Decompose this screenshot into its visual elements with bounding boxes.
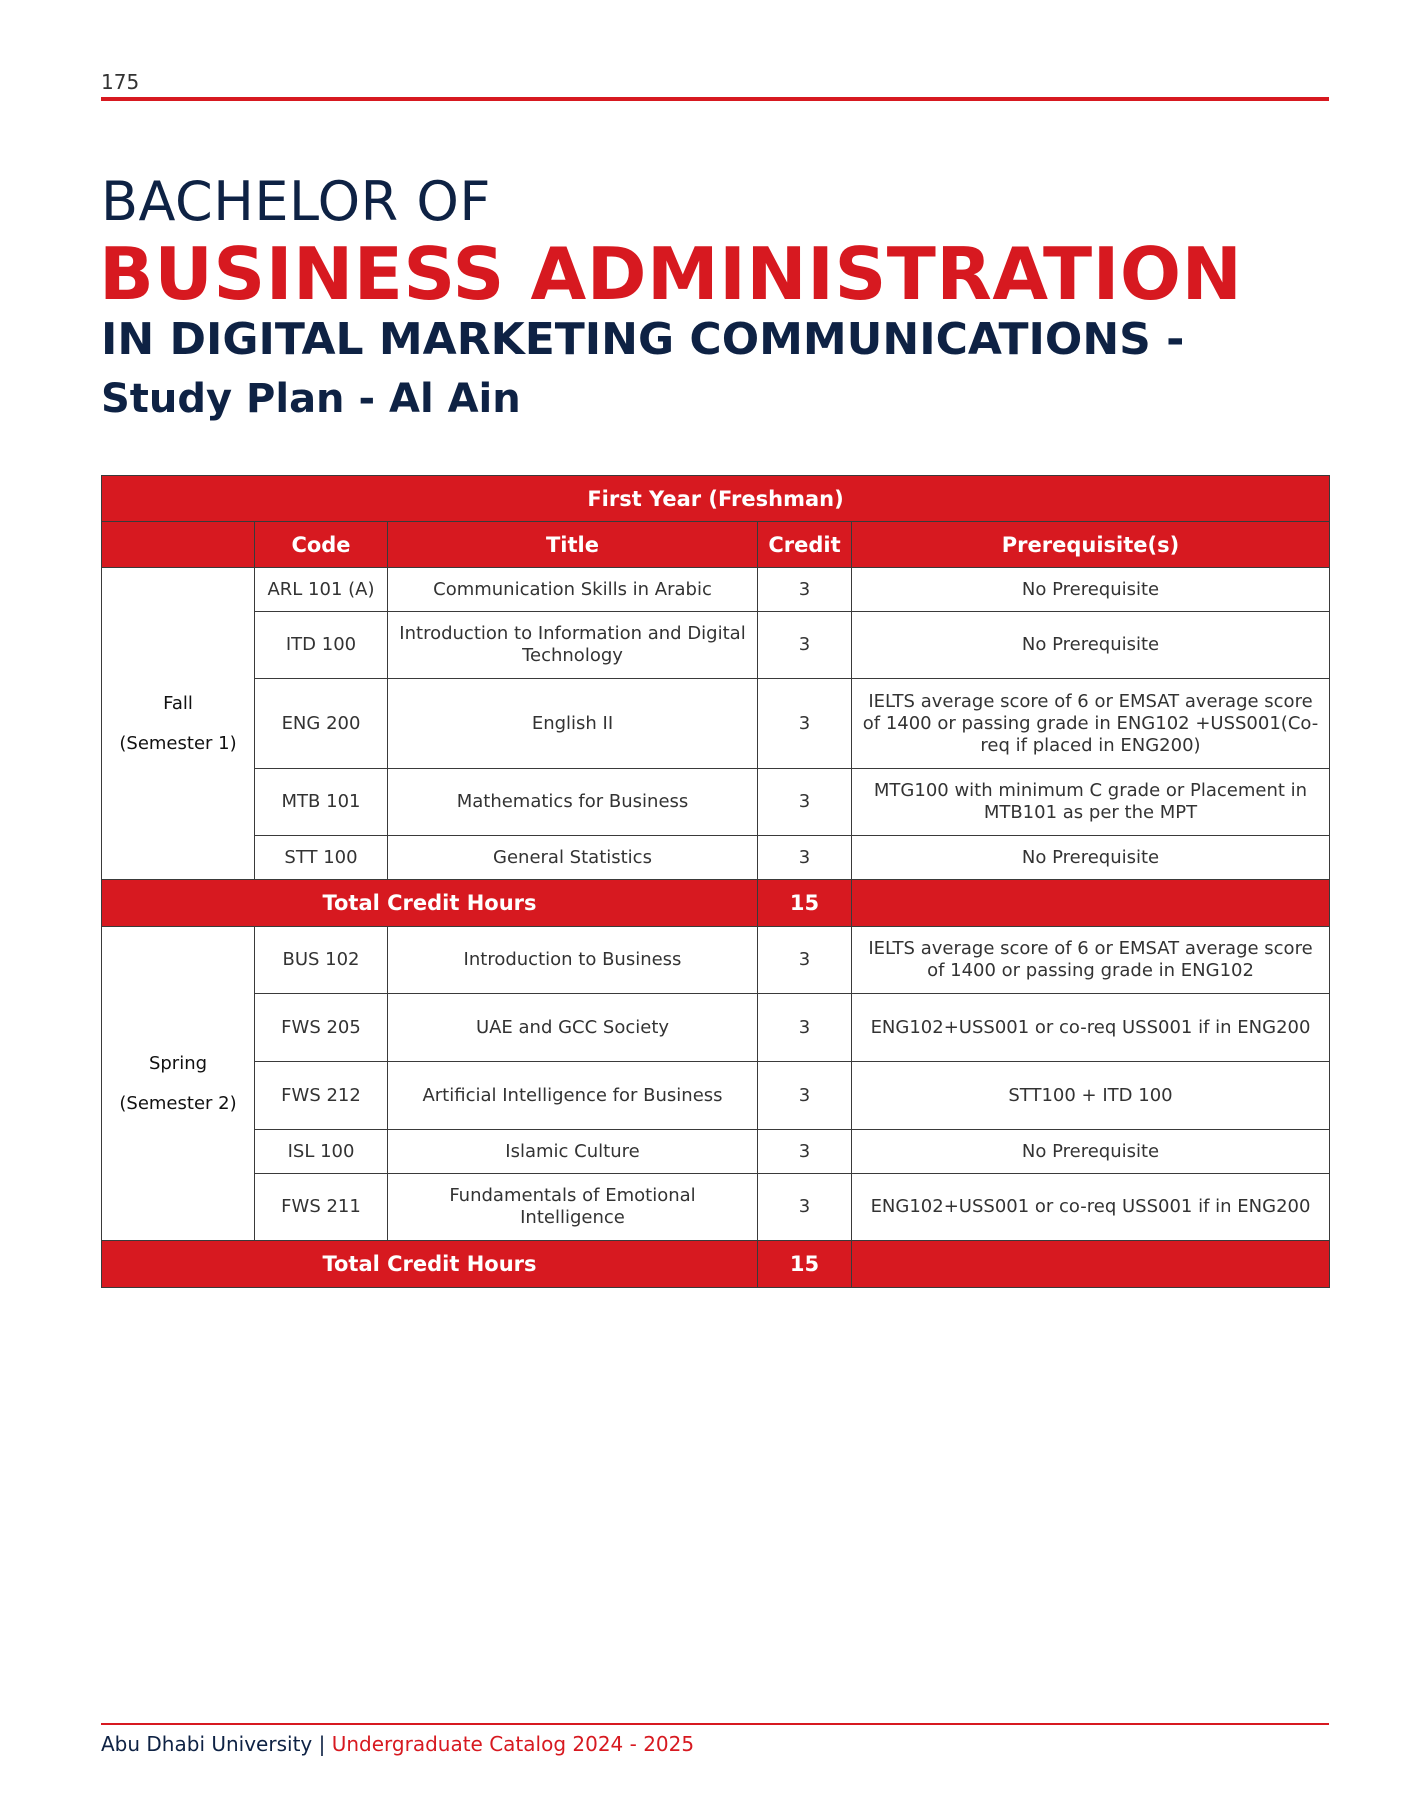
course-title: Artificial Intelligence for Business bbox=[388, 1062, 758, 1130]
header-semester bbox=[102, 522, 255, 568]
course-credit: 3 bbox=[758, 679, 852, 769]
title-line-3: IN DIGITAL MARKETING COMMUNICATIONS - bbox=[101, 314, 1185, 365]
total-blank bbox=[852, 1241, 1330, 1288]
semester-name: Fall bbox=[163, 692, 193, 714]
course-row bbox=[102, 927, 1330, 994]
course-credit: 3 bbox=[758, 927, 852, 994]
course-prerequisite: IELTS average score of 6 or EMSAT average score of 1400 or passing grade in ENG102 +USS001(Co-req if placed in ENG200) bbox=[852, 679, 1330, 769]
header-code: Code bbox=[255, 522, 388, 568]
course-code: BUS 102 bbox=[255, 927, 388, 994]
course-prerequisite: IELTS average score of 6 or EMSAT average score of 1400 or passing grade in ENG102 bbox=[852, 927, 1330, 994]
total-row bbox=[102, 1241, 1330, 1288]
course-credit: 3 bbox=[758, 836, 852, 880]
course-title: UAE and GCC Society bbox=[388, 994, 758, 1062]
semester-label bbox=[102, 927, 255, 1241]
course-credit: 3 bbox=[758, 612, 852, 679]
course-prerequisite: No Prerequisite bbox=[852, 612, 1330, 679]
course-credit: 3 bbox=[758, 1062, 852, 1130]
course-row bbox=[102, 679, 1330, 769]
course-credit: 3 bbox=[758, 1130, 852, 1174]
semester-number: (Semester 2) bbox=[119, 1092, 237, 1114]
study-plan-table bbox=[101, 475, 1330, 1288]
year-title: First Year (Freshman) bbox=[102, 476, 1330, 522]
course-code: ITD 100 bbox=[255, 612, 388, 679]
course-prerequisite: MTG100 with minimum C grade or Placement in MTB101 as per the MPT bbox=[852, 769, 1330, 836]
header-prerequisites: Prerequisite(s) bbox=[852, 522, 1330, 568]
course-title: Fundamentals of Emotional Intelligence bbox=[388, 1174, 758, 1241]
title-line-1: BACHELOR OF bbox=[101, 170, 491, 233]
course-title: Communication Skills in Arabic bbox=[388, 568, 758, 612]
course-title: Islamic Culture bbox=[388, 1130, 758, 1174]
title-line-4: Study Plan - Al Ain bbox=[101, 376, 521, 422]
course-credit: 3 bbox=[758, 994, 852, 1062]
course-prerequisite: No Prerequisite bbox=[852, 568, 1330, 612]
footer-divider bbox=[101, 1723, 1329, 1725]
course-credit: 3 bbox=[758, 568, 852, 612]
course-row bbox=[102, 612, 1330, 679]
course-prerequisite: ENG102+USS001 or co-req USS001 if in ENG200 bbox=[852, 1174, 1330, 1241]
header-credit: Credit bbox=[758, 522, 852, 568]
course-row bbox=[102, 994, 1330, 1062]
course-title: General Statistics bbox=[388, 836, 758, 880]
course-code: ENG 200 bbox=[255, 679, 388, 769]
course-title: Introduction to Business bbox=[388, 927, 758, 994]
footer-catalog: Undergraduate Catalog 2024 - 2025 bbox=[331, 1732, 695, 1756]
course-row bbox=[102, 769, 1330, 836]
total-blank bbox=[852, 880, 1330, 927]
course-code: ARL 101 (A) bbox=[255, 568, 388, 612]
course-code: MTB 101 bbox=[255, 769, 388, 836]
course-prerequisite: No Prerequisite bbox=[852, 836, 1330, 880]
course-row bbox=[102, 1130, 1330, 1174]
semester-name: Spring bbox=[148, 1052, 208, 1074]
footer-university: Abu Dhabi University bbox=[101, 1732, 313, 1756]
course-row bbox=[102, 1174, 1330, 1241]
total-row bbox=[102, 880, 1330, 927]
top-divider bbox=[101, 97, 1329, 101]
header-title: Title bbox=[388, 522, 758, 568]
course-code: ISL 100 bbox=[255, 1130, 388, 1174]
course-prerequisite: STT100 + ITD 100 bbox=[852, 1062, 1330, 1130]
total-label: Total Credit Hours bbox=[102, 1241, 758, 1288]
semester-number: (Semester 1) bbox=[119, 732, 237, 754]
course-row bbox=[102, 568, 1330, 612]
course-title: Mathematics for Business bbox=[388, 769, 758, 836]
footer-separator: | bbox=[318, 1732, 326, 1756]
total-value: 15 bbox=[758, 880, 852, 927]
course-prerequisite: No Prerequisite bbox=[852, 1130, 1330, 1174]
title-line-2: BUSINESS ADMINISTRATION bbox=[99, 232, 1243, 316]
semester-label bbox=[102, 568, 255, 880]
course-title: English II bbox=[388, 679, 758, 769]
total-label: Total Credit Hours bbox=[102, 880, 758, 927]
course-code: STT 100 bbox=[255, 836, 388, 880]
total-value: 15 bbox=[758, 1241, 852, 1288]
footer bbox=[101, 1732, 694, 1756]
course-credit: 3 bbox=[758, 1174, 852, 1241]
page-number: 175 bbox=[101, 70, 140, 94]
course-code: FWS 212 bbox=[255, 1062, 388, 1130]
course-prerequisite: ENG102+USS001 or co-req USS001 if in ENG200 bbox=[852, 994, 1330, 1062]
course-row bbox=[102, 1062, 1330, 1130]
course-credit: 3 bbox=[758, 769, 852, 836]
course-code: FWS 211 bbox=[255, 1174, 388, 1241]
course-title: Introduction to Information and Digital Technology bbox=[388, 612, 758, 679]
course-row bbox=[102, 836, 1330, 880]
course-code: FWS 205 bbox=[255, 994, 388, 1062]
